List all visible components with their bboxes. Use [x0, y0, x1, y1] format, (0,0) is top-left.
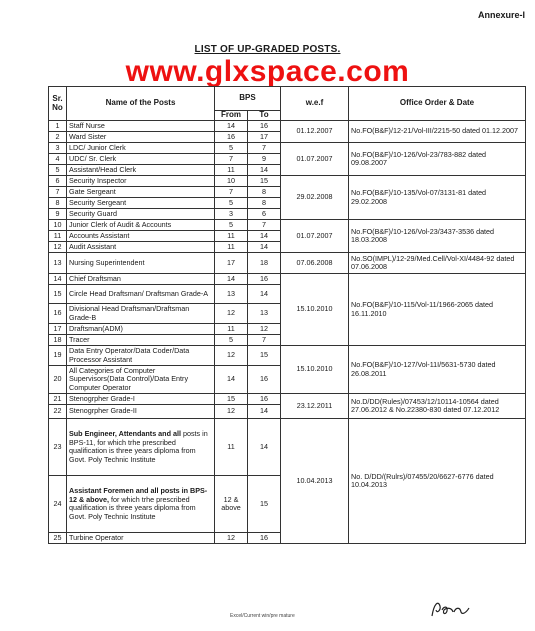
- table-row: [49, 394, 526, 405]
- cell-name: Chief Draftsman: [67, 274, 215, 285]
- signature-mark: [428, 598, 472, 620]
- cell-wef: 01.12.2007: [281, 121, 349, 143]
- cell-sr: 1: [49, 121, 67, 132]
- cell-to: 7: [248, 143, 281, 154]
- cell-office-order: No.D/DD(Rules)/07453/12/10114-10564 dated 27.06.2012 & No.22380-830 dated 07.12.2012: [349, 394, 526, 419]
- cell-sr: 17: [49, 324, 67, 335]
- cell-name: Stenogrpher Grade-II: [67, 405, 215, 419]
- cell-from: 11: [215, 324, 248, 335]
- cell-name: Divisional Head Draftsman/Draftsman Grade-B: [67, 304, 215, 324]
- cell-to: 16: [248, 274, 281, 285]
- cell-from: 13: [215, 285, 248, 304]
- cell-wef: 15.10.2010: [281, 274, 349, 346]
- cell-from: 10: [215, 176, 248, 187]
- annexure-label: Annexure-I: [477, 10, 525, 20]
- cell-from: 17: [215, 253, 248, 274]
- cell-to: 16: [248, 533, 281, 544]
- cell-wef: 01.07.2007: [281, 220, 349, 253]
- cell-sr: 7: [49, 187, 67, 198]
- cell-sr: 20: [49, 366, 67, 394]
- header-name: Name of the Posts: [67, 87, 215, 121]
- cell-to: 9: [248, 154, 281, 165]
- cell-sr: 18: [49, 335, 67, 346]
- cell-sr: 24: [49, 476, 67, 533]
- header-bps-to: To: [248, 111, 281, 121]
- cell-office-order: No.FO(B&F)/10-127/Vol-11I/5631-5730 dated 26.08.2011: [349, 346, 526, 394]
- header-office-order: Office Order & Date: [349, 87, 526, 121]
- cell-wef: 23.12.2011: [281, 394, 349, 419]
- cell-to: 17: [248, 132, 281, 143]
- cell-name: Accounts Assistant: [67, 231, 215, 242]
- table-row: [49, 274, 526, 285]
- cell-office-order: No.SO(IMPL)/12-29/Med.Cell/Vol-XI/4484-92 dated 07.06.2008: [349, 253, 526, 274]
- cell-from: 12: [215, 533, 248, 544]
- cell-to: 15: [248, 476, 281, 533]
- cell-name: All Categories of Computer Supervisors(Data Control)/Data Entry Computer Operator: [67, 366, 215, 394]
- cell-to: 8: [248, 198, 281, 209]
- table-row: [49, 253, 526, 274]
- cell-from: 11: [215, 165, 248, 176]
- header-sr-no: Sr. No: [49, 87, 67, 121]
- cell-from: 11: [215, 419, 248, 476]
- cell-name: Circle Head Draftsman/ Draftsman Grade-A: [67, 285, 215, 304]
- cell-name: [67, 476, 215, 533]
- cell-name: Turbine Operator: [67, 533, 215, 544]
- cell-to: 14: [248, 165, 281, 176]
- cell-to: 16: [248, 394, 281, 405]
- cell-name: Security Guard: [67, 209, 215, 220]
- footer-note: Excel/Current win/pre mature: [230, 613, 295, 619]
- cell-name: Security Sergeant: [67, 198, 215, 209]
- cell-office-order: No.FO(B&F)/10-126/Vol-23/783-882 dated 09.08.2007: [349, 143, 526, 176]
- table-row: [49, 143, 526, 154]
- cell-sr: 5: [49, 165, 67, 176]
- cell-sr: 10: [49, 220, 67, 231]
- cell-sr: 22: [49, 405, 67, 419]
- cell-office-order: No.FO(B&F)/10-135/Vol-07/3131-81 dated 29.02.2008: [349, 176, 526, 220]
- cell-to: 16: [248, 366, 281, 394]
- cell-wef: 29.02.2008: [281, 176, 349, 220]
- cell-name-rest: for which trhe prescribed qualification is three years diploma from Govt. Poly Technic Institute: [69, 494, 196, 521]
- cell-name: Ward Sister: [67, 132, 215, 143]
- cell-to: 15: [248, 176, 281, 187]
- cell-from: 14: [215, 274, 248, 285]
- cell-to: 6: [248, 209, 281, 220]
- cell-sr: 25: [49, 533, 67, 544]
- table-row: [49, 419, 526, 476]
- cell-name: [67, 419, 215, 476]
- cell-sr: 4: [49, 154, 67, 165]
- cell-name-bold: Sub Engineer, Attendants and all: [69, 429, 181, 438]
- cell-to: 18: [248, 253, 281, 274]
- cell-from: 3: [215, 209, 248, 220]
- cell-from: 11: [215, 242, 248, 253]
- cell-name: Audit Assistant: [67, 242, 215, 253]
- table-header-row: [49, 87, 526, 111]
- watermark-text: www.glxspace.com: [125, 55, 410, 88]
- cell-name: Stenogrpher Grade-I: [67, 394, 215, 405]
- cell-sr: 23: [49, 419, 67, 476]
- cell-from: 5: [215, 143, 248, 154]
- cell-sr: 21: [49, 394, 67, 405]
- cell-to: 14: [248, 231, 281, 242]
- cell-name: LDC/ Junior Clerk: [67, 143, 215, 154]
- cell-sr: 3: [49, 143, 67, 154]
- cell-from: 12: [215, 405, 248, 419]
- cell-name-rest: posts in BPS-11, for which trhe prescribed qualification is three years diploma from Govt. Poly Technic Institute: [69, 429, 208, 464]
- cell-name: Junior Clerk of Audit & Accounts: [67, 220, 215, 231]
- cell-from: 5: [215, 198, 248, 209]
- cell-from: 7: [215, 187, 248, 198]
- cell-sr: 19: [49, 346, 67, 366]
- cell-to: 16: [248, 121, 281, 132]
- cell-sr: 16: [49, 304, 67, 324]
- cell-sr: 15: [49, 285, 67, 304]
- cell-name: Tracer: [67, 335, 215, 346]
- cell-office-order: No.FO(B&F)/12-21/Vol-III/2215-50 dated 01.12.2007: [349, 121, 526, 143]
- cell-from: 15: [215, 394, 248, 405]
- cell-sr: 13: [49, 253, 67, 274]
- cell-name: Nursing Superintendent: [67, 253, 215, 274]
- cell-from: 14: [215, 366, 248, 394]
- header-wef: w.e.f: [281, 87, 349, 121]
- cell-from: 5: [215, 220, 248, 231]
- cell-wef: 01.07.2007: [281, 143, 349, 176]
- cell-from: 12: [215, 346, 248, 366]
- cell-to: 12: [248, 324, 281, 335]
- cell-wef: 07.06.2008: [281, 253, 349, 274]
- table-row: [49, 176, 526, 187]
- cell-from: 16: [215, 132, 248, 143]
- cell-from: 5: [215, 335, 248, 346]
- cell-name: Assistant/Head Clerk: [67, 165, 215, 176]
- table-row: [49, 121, 526, 132]
- cell-name: Draftsman(ADM): [67, 324, 215, 335]
- header-bps-from: From: [215, 111, 248, 121]
- cell-from: 12 & above: [215, 476, 248, 533]
- cell-office-order: No.FO(B&F)/10-126/Vol-23/3437-3536 dated 18.03.2008: [349, 220, 526, 253]
- header-bps: BPS: [215, 87, 281, 111]
- cell-from: 12: [215, 304, 248, 324]
- cell-office-order: No.FO(B&F)/10-115/Vol-11/1966-2065 dated 16.11.2010: [349, 274, 526, 346]
- cell-from: 7: [215, 154, 248, 165]
- cell-name: Gate Sergeant: [67, 187, 215, 198]
- cell-name: UDC/ Sr. Clerk: [67, 154, 215, 165]
- cell-sr: 6: [49, 176, 67, 187]
- cell-to: 14: [248, 405, 281, 419]
- cell-name: Security Inspector: [67, 176, 215, 187]
- up-graded-posts-table: [48, 86, 526, 544]
- cell-sr: 12: [49, 242, 67, 253]
- cell-sr: 11: [49, 231, 67, 242]
- cell-to: 15: [248, 346, 281, 366]
- cell-sr: 8: [49, 198, 67, 209]
- cell-name-bold: Assistant Foremen and all posts in BPS-12 & above,: [69, 486, 208, 504]
- table-row: [49, 346, 526, 366]
- cell-to: 7: [248, 335, 281, 346]
- cell-name: Staff Nurse: [67, 121, 215, 132]
- cell-sr: 14: [49, 274, 67, 285]
- cell-to: 7: [248, 220, 281, 231]
- cell-name: Data Entry Operator/Data Coder/Data Processor Assistant: [67, 346, 215, 366]
- cell-wef: 15.10.2010: [281, 346, 349, 394]
- cell-wef: 10.04.2013: [281, 419, 349, 544]
- cell-sr: 2: [49, 132, 67, 143]
- cell-from: 11: [215, 231, 248, 242]
- cell-to: 14: [248, 285, 281, 304]
- cell-office-order: No. D/DD/(Rulrs)/07455/20/6627-6776 dated 10.04.2013: [349, 419, 526, 544]
- cell-to: 8: [248, 187, 281, 198]
- cell-to: 13: [248, 304, 281, 324]
- cell-to: 14: [248, 242, 281, 253]
- page-title: LIST OF UP-GRADED POSTS.: [194, 44, 341, 55]
- cell-sr: 9: [49, 209, 67, 220]
- table-row: [49, 220, 526, 231]
- cell-to: 14: [248, 419, 281, 476]
- cell-from: 14: [215, 121, 248, 132]
